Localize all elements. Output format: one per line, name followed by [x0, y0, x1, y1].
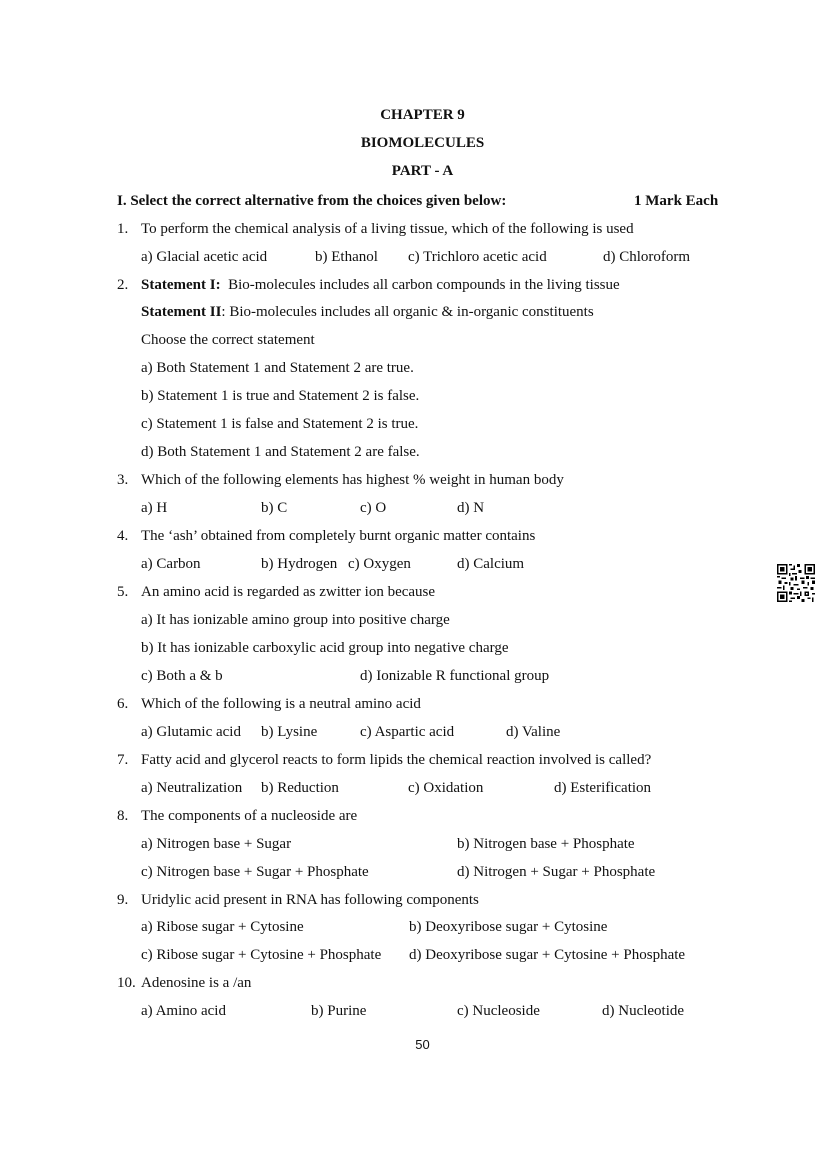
option: b) Hydrogen — [261, 556, 338, 572]
question-number: 7. — [117, 752, 129, 768]
option: d) Calcium — [457, 556, 525, 572]
option: a) Glacial acetic acid — [141, 249, 268, 265]
option: a) Neutralization — [141, 780, 243, 796]
question-number: 2. — [117, 277, 129, 293]
question-prompt: Choose the correct statement — [141, 332, 315, 348]
question-text: Which of the following is a neutral amino acid — [141, 696, 421, 712]
question-text: Uridylic acid present in RNA has following components — [141, 892, 479, 908]
question-number: 9. — [117, 892, 129, 908]
question-text: To perform the chemical analysis of a living tissue, which of the following is used — [141, 221, 634, 237]
option: b) Deoxyribose sugar + Cytosine — [409, 919, 608, 935]
option: b) Purine — [311, 1003, 367, 1019]
statement-1 — [141, 276, 620, 294]
question-text: Which of the following elements has highest % weight in human body — [141, 472, 564, 488]
section-instruction: I. Select the correct alternative from the choices given below: — [117, 193, 507, 209]
option: d) Esterification — [554, 780, 652, 796]
statement-2-text: : Bio-molecules includes all organic & in-organic constituents — [221, 304, 594, 320]
question-number: 6. — [117, 696, 129, 712]
option: c) Oxygen — [348, 556, 411, 572]
option: d) Both Statement 1 and Statement 2 are false. — [141, 444, 420, 460]
option: b) Statement 1 is true and Statement 2 is false. — [141, 388, 420, 404]
option: d) Nucleotide — [602, 1003, 685, 1019]
option: d) Deoxyribose sugar + Cytosine + Phosphate — [409, 947, 686, 963]
statement-1-text: Bio-molecules includes all carbon compounds in the living tissue — [228, 277, 620, 293]
part-heading: PART - A — [391, 163, 454, 179]
option: a) Amino acid — [141, 1003, 226, 1019]
option: b) Lysine — [261, 724, 318, 740]
option: b) It has ionizable carboxylic acid group into negative charge — [141, 640, 509, 656]
option: c) Statement 1 is false and Statement 2 is true. — [141, 416, 419, 432]
question-number: 5. — [117, 584, 129, 600]
option: b) C — [261, 500, 288, 516]
option: b) Reduction — [261, 780, 339, 796]
chapter-title: BIOMOLECULES — [360, 135, 485, 151]
page-number: 50 — [415, 1037, 430, 1052]
option: a) Glutamic acid — [141, 724, 241, 740]
option: a) It has ionizable amino group into positive charge — [141, 612, 450, 628]
option: a) Ribose sugar + Cytosine — [141, 919, 304, 935]
question-text: The components of a nucleoside are — [141, 808, 358, 824]
option: c) Aspartic acid — [360, 724, 455, 740]
option: c) Oxidation — [408, 780, 484, 796]
question-number: 8. — [117, 808, 129, 824]
option: a) H — [141, 500, 168, 516]
question-text: An amino acid is regarded as zwitter ion because — [141, 584, 436, 600]
option: c) Nitrogen base + Sugar + Phosphate — [141, 864, 369, 880]
option: c) Trichloro acetic acid — [408, 249, 547, 265]
section-marks: 1 Mark Each — [634, 193, 719, 209]
question-text: Adenosine is a /an — [141, 975, 252, 991]
option: b) Nitrogen base + Phosphate — [457, 836, 635, 852]
option: c) Ribose sugar + Cytosine + Phosphate — [141, 947, 382, 963]
option: d) Valine — [506, 724, 561, 740]
option: a) Both Statement 1 and Statement 2 are true. — [141, 360, 414, 376]
statement-2 — [141, 303, 594, 321]
question-text: Fatty acid and glycerol reacts to form lipids the chemical reaction involved is called? — [141, 752, 652, 768]
option: c) Both a & b — [141, 668, 223, 684]
option: d) Chloroform — [603, 249, 691, 265]
option: a) Nitrogen base + Sugar — [141, 836, 292, 852]
option: d) N — [457, 500, 485, 516]
question-number: 3. — [117, 472, 129, 488]
question-number: 10. — [117, 975, 136, 991]
option: c) Nucleoside — [457, 1003, 540, 1019]
option: d) Ionizable R functional group — [360, 668, 550, 684]
question-text: The ‘ash’ obtained from completely burnt organic matter contains — [141, 528, 536, 544]
question-number: 4. — [117, 528, 129, 544]
chapter-number: CHAPTER 9 — [380, 107, 465, 123]
qr-code-icon — [777, 564, 815, 602]
option: a) Carbon — [141, 556, 201, 572]
statement-2-label: Statement II — [141, 304, 222, 320]
option: c) O — [360, 500, 387, 516]
option: b) Ethanol — [315, 249, 378, 265]
question-number: 1. — [117, 221, 129, 237]
statement-1-label: Statement I: — [141, 277, 221, 293]
option: d) Nitrogen + Sugar + Phosphate — [457, 864, 656, 880]
